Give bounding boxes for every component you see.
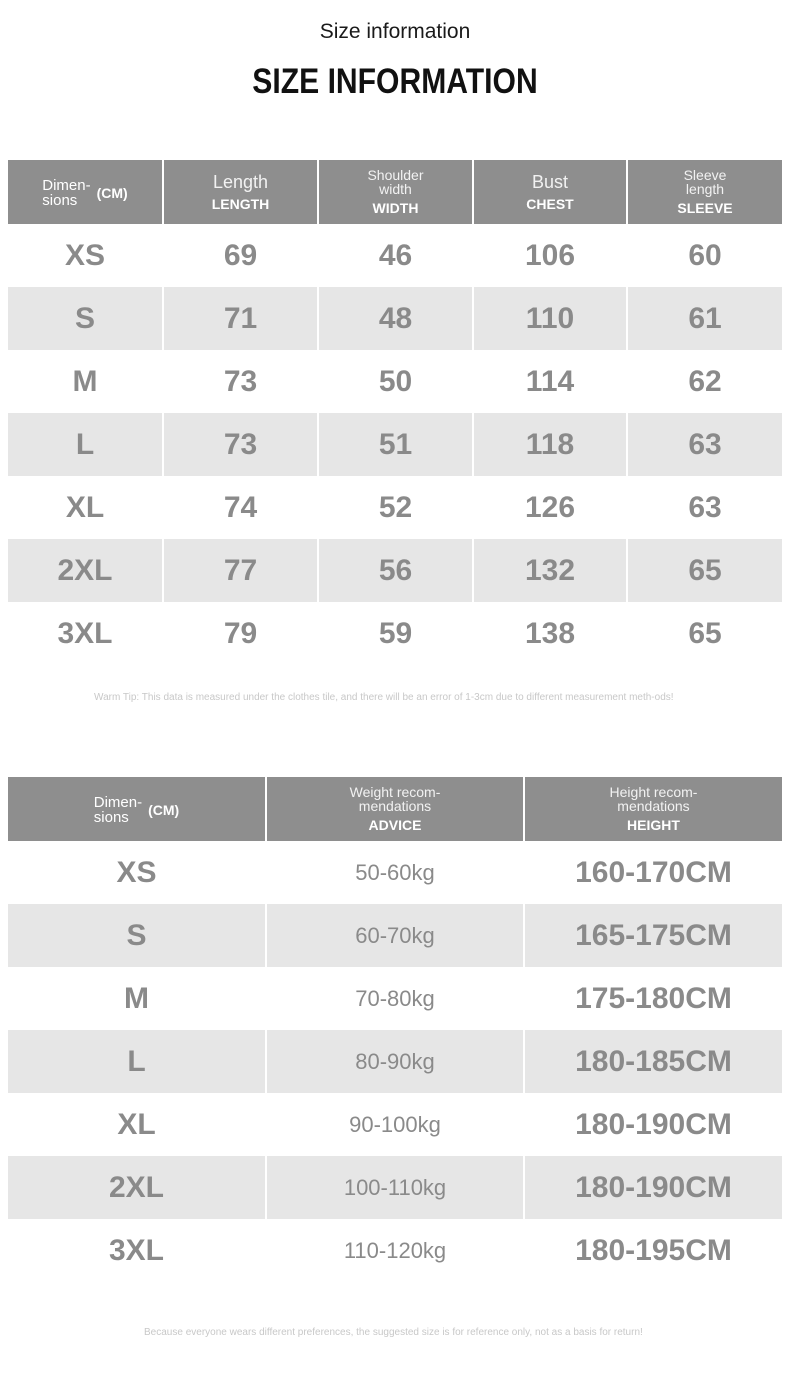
table-row xyxy=(8,904,782,967)
size-cell: 2XL xyxy=(8,539,163,602)
sleeve-cell: 65 xyxy=(688,616,722,650)
size-cell: L xyxy=(8,413,163,476)
size-cell: M xyxy=(8,967,266,1030)
sleeve-cell: 63 xyxy=(688,490,722,524)
height-cell: 180-190CM xyxy=(524,1156,782,1219)
width-cell: 51 xyxy=(318,413,473,476)
table-row xyxy=(8,413,782,476)
size-cell: XS xyxy=(8,841,266,904)
size-cell: M xyxy=(8,350,163,413)
table-row xyxy=(8,350,782,413)
weight-header: Weight recom- mendations ADVICE xyxy=(266,777,524,841)
dimensions-header: Dimen- sions (CM) xyxy=(8,160,163,224)
reference-disclaimer: Because everyone wears different preferences, the suggested size is for reference only, not as a basis for return! xyxy=(144,1327,643,1338)
measurement-tip: Warm Tip: This data is measured under the clothes tile, and there will be an error of 1-3cm due to different measurement meth-ods! xyxy=(94,692,674,703)
height-cell: 180-185CM xyxy=(524,1030,782,1093)
recommendation-table xyxy=(8,777,782,1282)
height-header: Height recom- mendations HEIGHT xyxy=(524,777,782,841)
weight-cell: 90-100kg xyxy=(266,1093,524,1156)
chest-cell: 126 xyxy=(473,476,627,539)
sleeve-cell: 60 xyxy=(688,238,722,272)
dimensions-header: Dimen- sions (CM) xyxy=(8,777,266,841)
weight-cell: 70-80kg xyxy=(266,967,524,1030)
height-cell: 160-170CM xyxy=(575,855,732,889)
size-cell: S xyxy=(8,287,163,350)
height-cell: 175-180CM xyxy=(575,981,732,1015)
weight-cell: 100-110kg xyxy=(266,1156,524,1219)
chest-cell: 118 xyxy=(473,413,627,476)
table-row xyxy=(8,476,782,539)
table-row xyxy=(8,1156,782,1219)
length-cell: 73 xyxy=(163,350,318,413)
length-header: Length LENGTH xyxy=(163,160,318,224)
height-cell: 180-190CM xyxy=(575,1107,732,1141)
chest-cell: 110 xyxy=(473,287,627,350)
height-cell: 180-195CM xyxy=(575,1233,732,1267)
sleeve-cell: 61 xyxy=(627,287,782,350)
size-cell: 3XL xyxy=(8,602,163,665)
length-cell: 71 xyxy=(163,287,318,350)
length-cell: 74 xyxy=(163,476,318,539)
page-subtitle: Size information xyxy=(319,20,471,43)
table-row xyxy=(8,1030,782,1093)
height-cell: 165-175CM xyxy=(524,904,782,967)
chest-cell: 138 xyxy=(473,602,627,665)
table-row xyxy=(8,1219,782,1282)
size-cell: S xyxy=(8,904,266,967)
table-row xyxy=(8,224,782,287)
table-row xyxy=(8,1093,782,1156)
size-cell: 3XL xyxy=(8,1219,266,1282)
size-cell: XS xyxy=(8,224,163,287)
sleeve-header: Sleeve length SLEEVE xyxy=(627,160,782,224)
chest-header: Bust CHEST xyxy=(473,160,627,224)
length-cell: 73 xyxy=(163,413,318,476)
width-header: Shoulder width WIDTH xyxy=(318,160,473,224)
table-row xyxy=(8,539,782,602)
size-table xyxy=(8,160,782,665)
page-title: SIZE INFORMATION xyxy=(252,62,538,101)
length-cell: 77 xyxy=(163,539,318,602)
chest-cell: 132 xyxy=(473,539,627,602)
width-cell: 56 xyxy=(318,539,473,602)
size-cell: XL xyxy=(8,476,163,539)
weight-cell: 50-60kg xyxy=(266,841,524,904)
sleeve-cell: 62 xyxy=(688,364,722,398)
size-cell: 2XL xyxy=(8,1156,266,1219)
table-row xyxy=(8,602,782,665)
width-cell: 52 xyxy=(318,476,473,539)
width-cell: 48 xyxy=(318,287,473,350)
weight-cell: 110-120kg xyxy=(266,1219,524,1282)
table-row xyxy=(8,967,782,1030)
weight-cell: 60-70kg xyxy=(266,904,524,967)
weight-cell: 80-90kg xyxy=(266,1030,524,1093)
size-cell: XL xyxy=(8,1093,266,1156)
sleeve-cell: 63 xyxy=(627,413,782,476)
table-row xyxy=(8,841,782,904)
chest-cell: 106 xyxy=(473,224,627,287)
recommendation-table-header xyxy=(8,777,782,841)
width-cell: 46 xyxy=(318,224,473,287)
length-cell: 79 xyxy=(163,602,318,665)
size-cell: L xyxy=(8,1030,266,1093)
width-cell: 59 xyxy=(318,602,473,665)
table-row xyxy=(8,287,782,350)
length-cell: 69 xyxy=(163,224,318,287)
sleeve-cell: 65 xyxy=(627,539,782,602)
chest-cell: 114 xyxy=(473,350,627,413)
width-cell: 50 xyxy=(318,350,473,413)
size-table-header xyxy=(8,160,782,224)
